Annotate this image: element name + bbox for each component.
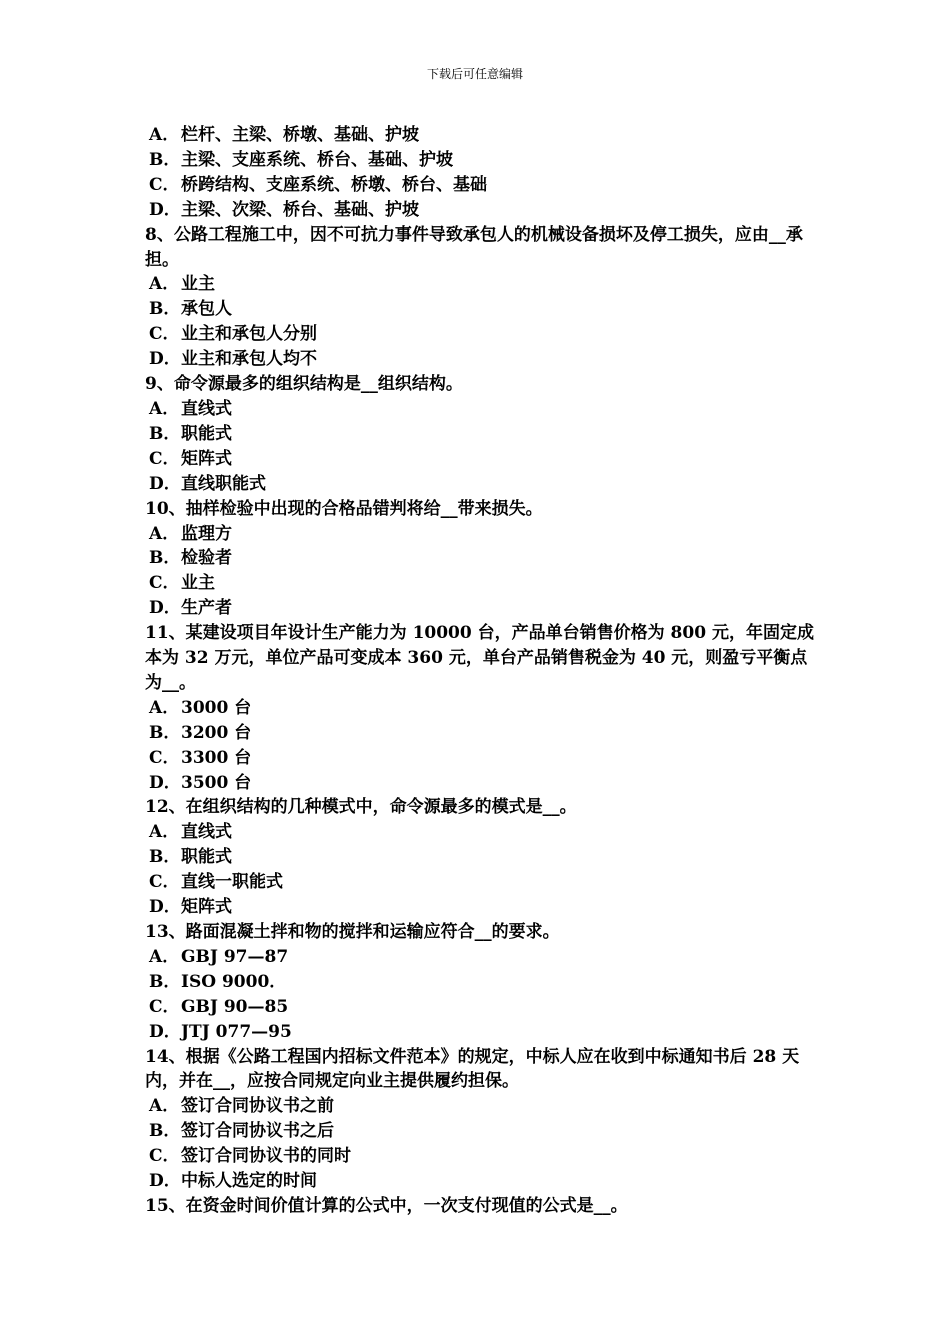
answer-option <box>145 347 815 372</box>
option-letter: B． <box>149 149 181 170</box>
option-letter: D． <box>149 1171 181 1192</box>
option-text: 业主和承包人分别 <box>181 324 317 345</box>
option-letter: B． <box>149 847 181 868</box>
option-text: 直线职能式 <box>181 473 266 494</box>
answer-option <box>145 322 815 347</box>
option-letter: A． <box>149 946 180 967</box>
answer-option <box>145 522 815 547</box>
answer-option <box>145 123 815 148</box>
answer-option <box>145 845 815 870</box>
option-letter: D． <box>149 772 181 793</box>
option-text: 职能式 <box>181 423 232 444</box>
option-letter: A． <box>149 1096 180 1117</box>
option-text: 业主 <box>181 573 215 594</box>
option-letter: A． <box>149 274 180 295</box>
answer-option <box>145 746 815 771</box>
option-text: 3200 台 <box>181 722 252 743</box>
answer-option <box>145 1169 815 1194</box>
question-text: 13、路面混凝土拌和物的搅拌和运输应符合__的要求。 <box>145 922 560 942</box>
answer-option <box>145 173 815 198</box>
answer-option <box>145 472 815 497</box>
answer-option <box>145 771 815 796</box>
answer-option <box>145 1119 815 1144</box>
question-text: 14、根据《公路工程国内招标文件范本》的规定，中标人应在收到中标通知书后 28 天内，并在__，应按合同规定向业主提供履约担保。 <box>145 1046 800 1092</box>
option-letter: C． <box>149 448 180 469</box>
option-letter: D． <box>149 598 181 619</box>
option-text: 生产者 <box>181 598 232 619</box>
option-text: 3300 台 <box>181 747 252 768</box>
option-letter: C． <box>149 872 180 893</box>
option-letter: C． <box>149 996 180 1017</box>
option-text: 主梁、支座系统、桥台、基础、护坡 <box>181 149 453 170</box>
answer-option <box>145 571 815 596</box>
option-letter: D． <box>149 199 181 220</box>
answer-option <box>145 895 815 920</box>
option-letter: A． <box>149 125 180 145</box>
option-text: 职能式 <box>181 847 232 868</box>
option-letter: D． <box>149 1021 181 1042</box>
option-letter: D． <box>149 473 181 494</box>
option-letter: B． <box>149 299 181 320</box>
option-text: 业主和承包人均不 <box>181 349 317 370</box>
answer-option <box>145 272 815 297</box>
answer-option <box>145 1094 815 1119</box>
option-text: 直线一职能式 <box>181 872 283 893</box>
answer-option <box>145 397 815 422</box>
answer-option <box>145 546 815 571</box>
option-letter: A． <box>149 697 180 718</box>
answer-option <box>145 1144 815 1169</box>
answer-option <box>145 447 815 472</box>
option-text: JTJ 077—95 <box>181 1021 292 1042</box>
option-text: 中标人选定的时间 <box>181 1171 317 1192</box>
option-text: 检验者 <box>181 548 232 569</box>
question-text: 12、在组织结构的几种模式中，命令源最多的模式是__。 <box>145 797 577 818</box>
option-text: GBJ 97—87 <box>181 946 289 967</box>
option-letter: B． <box>149 1121 181 1142</box>
option-text: GBJ 90—85 <box>181 996 289 1017</box>
question-text: 11、某建设项目年设计生产能力为 10000 台，产品单台销售价格为 800 元，年固定成本为 32 万元，单位产品可变成本 360 元，单台产品销售税金为 40 元，则盈亏平衡点为__。 <box>145 623 814 693</box>
answer-option <box>145 945 815 970</box>
option-text: 桥跨结构、支座系统、桥墩、桥台、基础 <box>181 174 487 195</box>
option-letter: C． <box>149 573 180 594</box>
option-text: 业主 <box>181 274 215 295</box>
answer-option <box>145 297 815 322</box>
answer-option <box>145 422 815 447</box>
option-text: 矩阵式 <box>181 448 232 469</box>
answer-option <box>145 970 815 995</box>
answer-option <box>145 995 815 1020</box>
option-letter: C． <box>149 1146 180 1167</box>
answer-option <box>145 696 815 721</box>
page-header: 下载后可任意编辑 <box>426 67 523 81</box>
option-text: 直线式 <box>181 398 232 419</box>
question-text: 15、在资金时间价值计算的公式中，一次支付现值的公式是__。 <box>145 1195 628 1216</box>
option-letter: B． <box>149 548 181 569</box>
option-text: 直线式 <box>181 822 232 843</box>
option-letter: A． <box>149 398 180 419</box>
option-letter: B． <box>149 722 181 743</box>
option-text: 栏杆、主梁、桥墩、基础、护坡 <box>181 125 419 145</box>
answer-option <box>145 148 815 173</box>
option-letter: C． <box>149 747 180 768</box>
option-letter: C． <box>149 174 180 195</box>
option-text: 签订合同协议书的同时 <box>181 1146 351 1167</box>
document-body <box>145 123 815 1219</box>
option-letter: A． <box>149 822 180 843</box>
option-letter: A． <box>149 523 180 544</box>
answer-option <box>145 870 815 895</box>
option-text: 3000 台 <box>181 697 252 718</box>
option-text: 承包人 <box>181 299 232 320</box>
option-letter: B． <box>149 971 181 992</box>
option-letter: B． <box>149 423 181 444</box>
answer-option <box>145 1020 815 1045</box>
option-text: 签订合同协议书之后 <box>181 1121 334 1142</box>
option-text: 监理方 <box>181 523 232 544</box>
answer-option <box>145 820 815 845</box>
answer-option <box>145 198 815 223</box>
option-text: 签订合同协议书之前 <box>181 1096 334 1117</box>
question-text: 8、公路工程施工中，因不可抗力事件导致承包人的机械设备损坏及停工损失，应由__承担。 <box>145 224 803 270</box>
option-letter: D． <box>149 897 181 918</box>
option-letter: C． <box>149 324 180 345</box>
option-letter: D． <box>149 349 181 370</box>
question-text: 9、命令源最多的组织结构是__组织结构。 <box>145 374 463 395</box>
answer-option <box>145 596 815 621</box>
option-text: 3500 台 <box>181 772 252 793</box>
answer-option <box>145 721 815 746</box>
option-text: 主梁、次梁、桥台、基础、护坡 <box>181 199 419 220</box>
question-text: 10、抽样检验中出现的合格品错判将给__带来损失。 <box>145 498 543 519</box>
option-text: 矩阵式 <box>181 897 232 918</box>
option-text: ISO 9000． <box>181 971 287 992</box>
